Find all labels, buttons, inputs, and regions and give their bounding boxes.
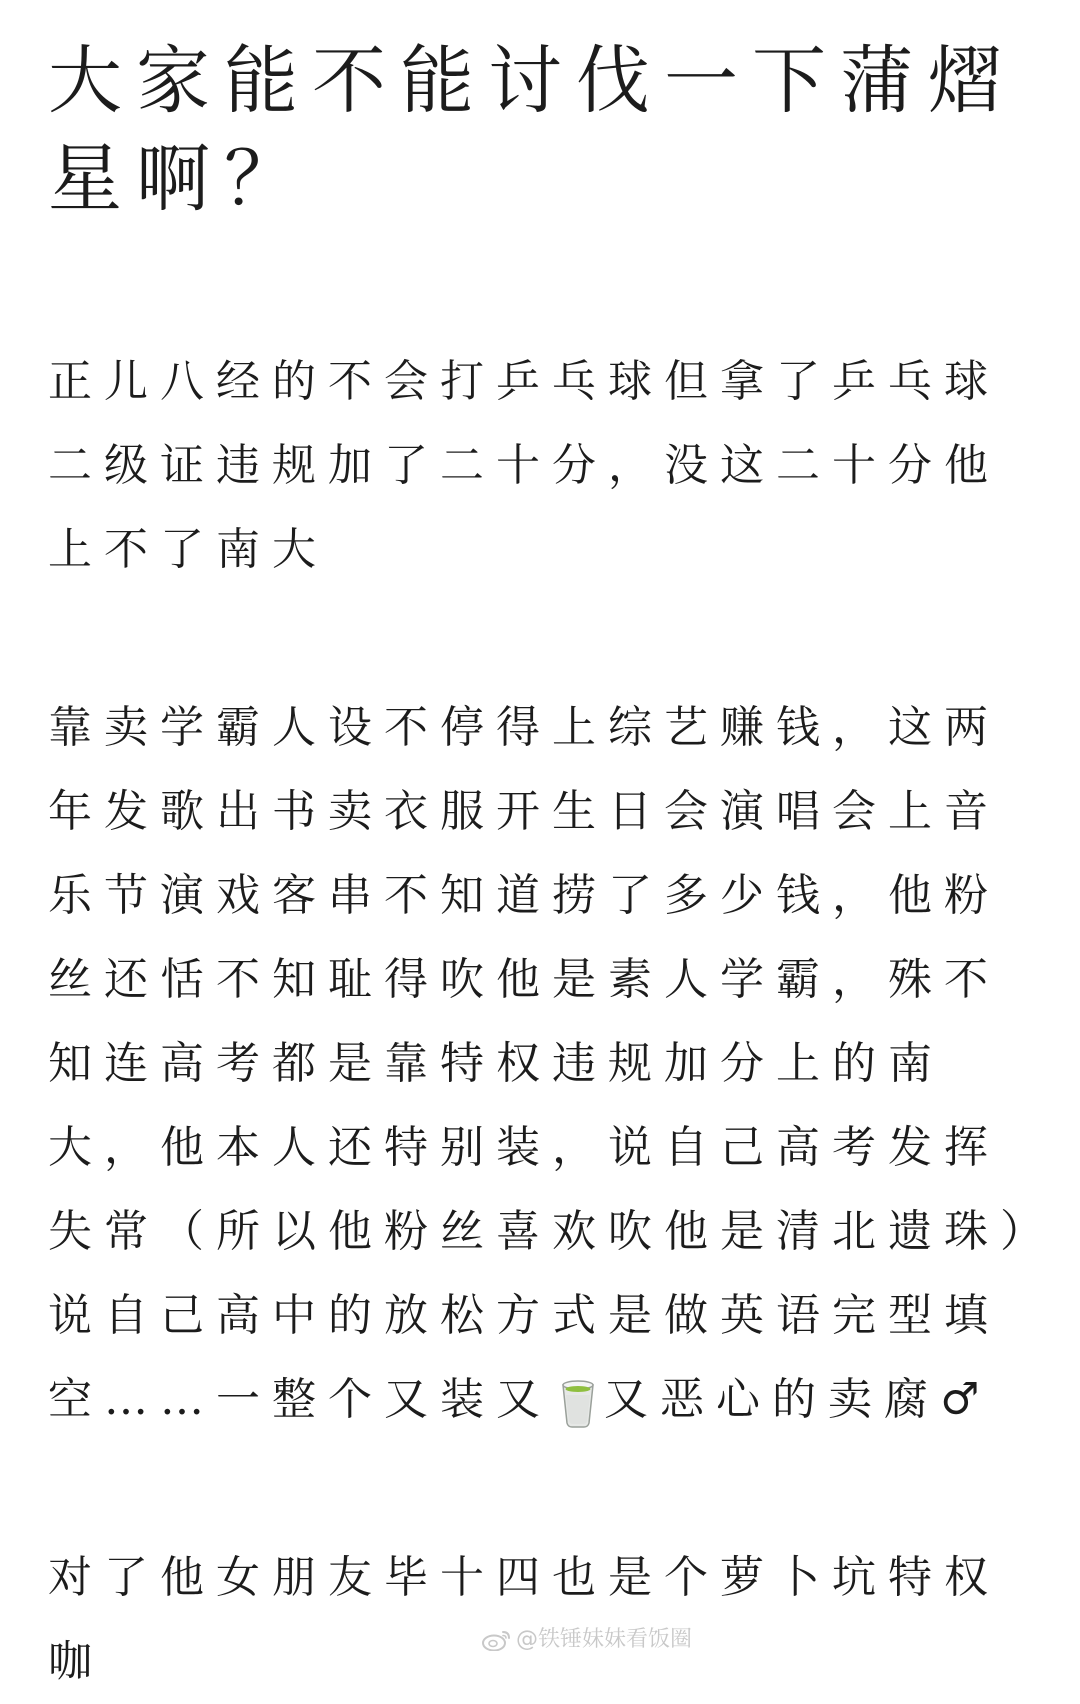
note-page <box>48 32 1038 1704</box>
paragraph-2-text-b: 又恶心的卖腐♂ <box>604 1374 992 1425</box>
paragraph-3: 对了他女朋友毕十四也是个萝卜坑特权咖 <box>48 1552 1000 1687</box>
paragraph-2 <box>48 686 1038 1442</box>
tea-cup-icon <box>558 1377 598 1429</box>
paragraph-2-text-a: 靠卖学霸人设不停得上综艺赚钱，这两年发歌出书卖衣服开生日会演唱会上音乐节演戏客串不知道捞了多少钱，他粉丝还恬不知耻得吹他是素人学霸，殊不知连高考都是靠特权违规加分上的南大，他本人还特别装，说自己高考发挥失常（所以他粉丝喜欢吹他是清北遗珠）说自己高中的放松方式是做英语完型填空……一整个又装又 <box>48 702 1034 1425</box>
post-title: 大家能不能讨伐一下蒲熠星啊？ <box>48 38 1016 222</box>
weibo-watermark <box>482 1628 692 1652</box>
watermark-text: @铁锤妹妹看饭圈 <box>516 1627 693 1652</box>
weibo-icon <box>482 1629 512 1651</box>
paragraph-1: 正儿八经的不会打乒乓球但拿了乒乓球二级证违规加了二十分，没这二十分他上不了南大 <box>48 356 1000 575</box>
